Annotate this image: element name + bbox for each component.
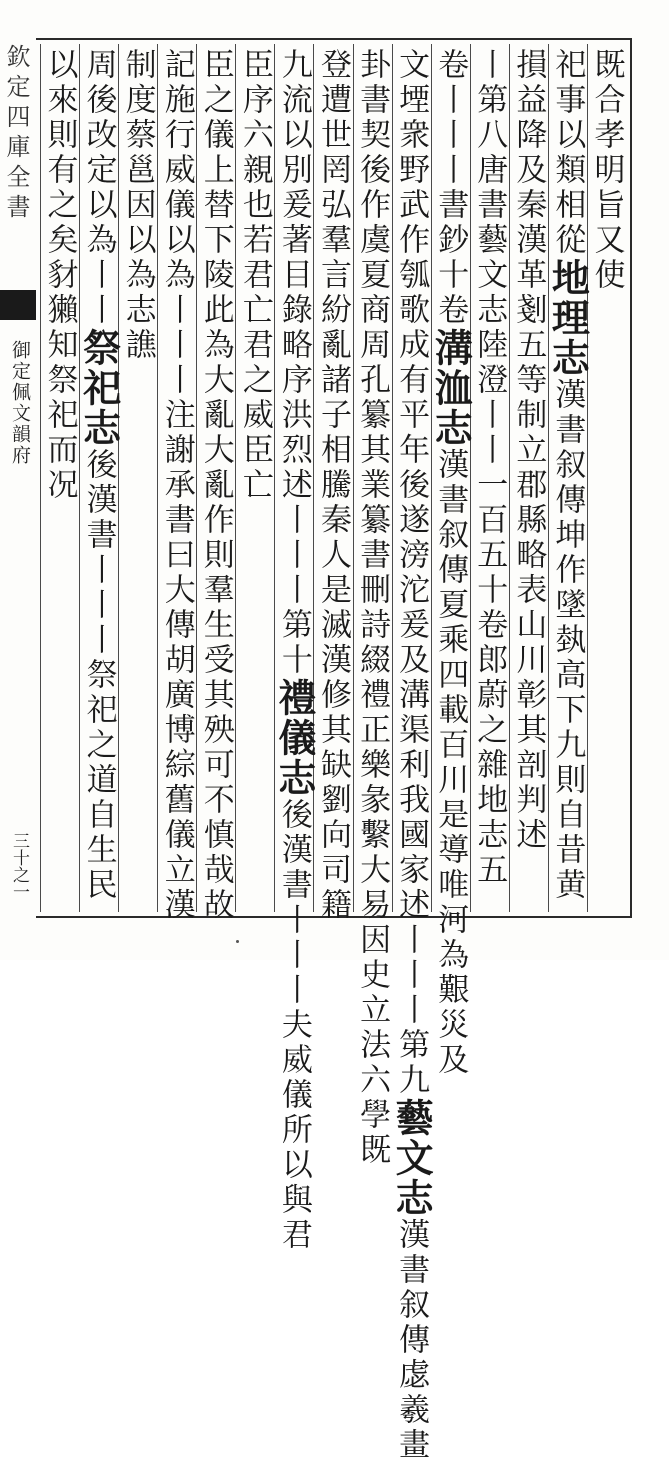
column-text: 漢書叙傳夏乘四載百川是導唯河為艱災及 [432, 448, 469, 1078]
column-text: 周後改定以為丨丨 [80, 48, 117, 328]
text-column [545, 48, 591, 908]
text-column [76, 48, 122, 908]
column-text: 既合孝明旨又使 [588, 48, 625, 293]
column-text: 祀事以類相從 [549, 48, 586, 258]
text-column [389, 48, 435, 1463]
column-text: 臣之儀上替下陵此為大亂大亂作則羣生受其殃可不慎哉故 [197, 48, 234, 923]
text-column [40, 48, 80, 908]
column-text: 丨第八唐書藝文志陸澄丨丨一百五十卷郎蔚之雜地志五 [471, 48, 508, 888]
text-column [508, 48, 548, 908]
text-column [313, 48, 353, 923]
page-number: 三十之一 [9, 832, 29, 900]
column-text: 後漢書丨丨丨祭祀之道自生民 [80, 448, 117, 903]
text-column [235, 48, 275, 908]
section-heading: 藝文志 [389, 1098, 435, 1218]
column-text: 文堙衆野武作瓠歌成有平年後遂滂沱爰及溝渠利我國家述丨丨丨第九 [393, 48, 430, 1098]
column-text: 以來則有之矣豺獺知祭祀而况 [41, 48, 78, 503]
text-column [157, 48, 197, 923]
text-column [469, 48, 509, 908]
section-heading: 溝洫志 [428, 328, 474, 448]
column-text: 臣序六親也若君亡君之威臣亡 [236, 48, 273, 503]
column-text: 漢書叙傳虙羲畫 [393, 1218, 430, 1463]
column-text: 漢書叙傳坤作墜埶高下九則自昔黄 [549, 378, 586, 903]
column-text: 登遭世罔弘羣言紛亂諸子相騰秦人是滅漢修其缺劉向司籍 [315, 48, 351, 923]
column-text: 制度蔡邕因以為志譙 [119, 48, 156, 363]
column-text: 損益降及秦漢革剗五等制立郡縣略表山川彰其剖判述 [510, 48, 547, 853]
text-column [586, 48, 626, 908]
column-text: 九流以別爰著目錄略序洪烈述丨丨丨第十 [275, 48, 312, 678]
running-head: 欽定四庫全書 [2, 44, 30, 224]
text-column [118, 48, 158, 908]
column-text: 記施行威儀以為丨丨丨注謝承書曰大傳胡廣博綜舊儀立漢 [158, 48, 195, 923]
section-heading: 禮儀志 [271, 678, 317, 798]
section-heading: 祭祀志 [76, 328, 122, 448]
text-column [196, 48, 236, 923]
text-column [352, 48, 392, 1168]
text-column [428, 48, 474, 1078]
section-heading: 地理志 [545, 258, 591, 378]
ink-speck [236, 940, 239, 943]
column-text: 卦書契後作虞夏商周孔纂其業纂書刪詩綴禮正樂彖繫大易因史立法六學既 [354, 48, 391, 1168]
fishtail-mark [0, 290, 36, 320]
column-text: 卷丨丨丨書鈔十卷 [432, 48, 469, 328]
text-column [271, 48, 317, 1253]
column-text: 後漢書丨丨丨夫威儀所以與君 [275, 798, 312, 1253]
source-title: 御定佩文韻府 [9, 340, 31, 466]
